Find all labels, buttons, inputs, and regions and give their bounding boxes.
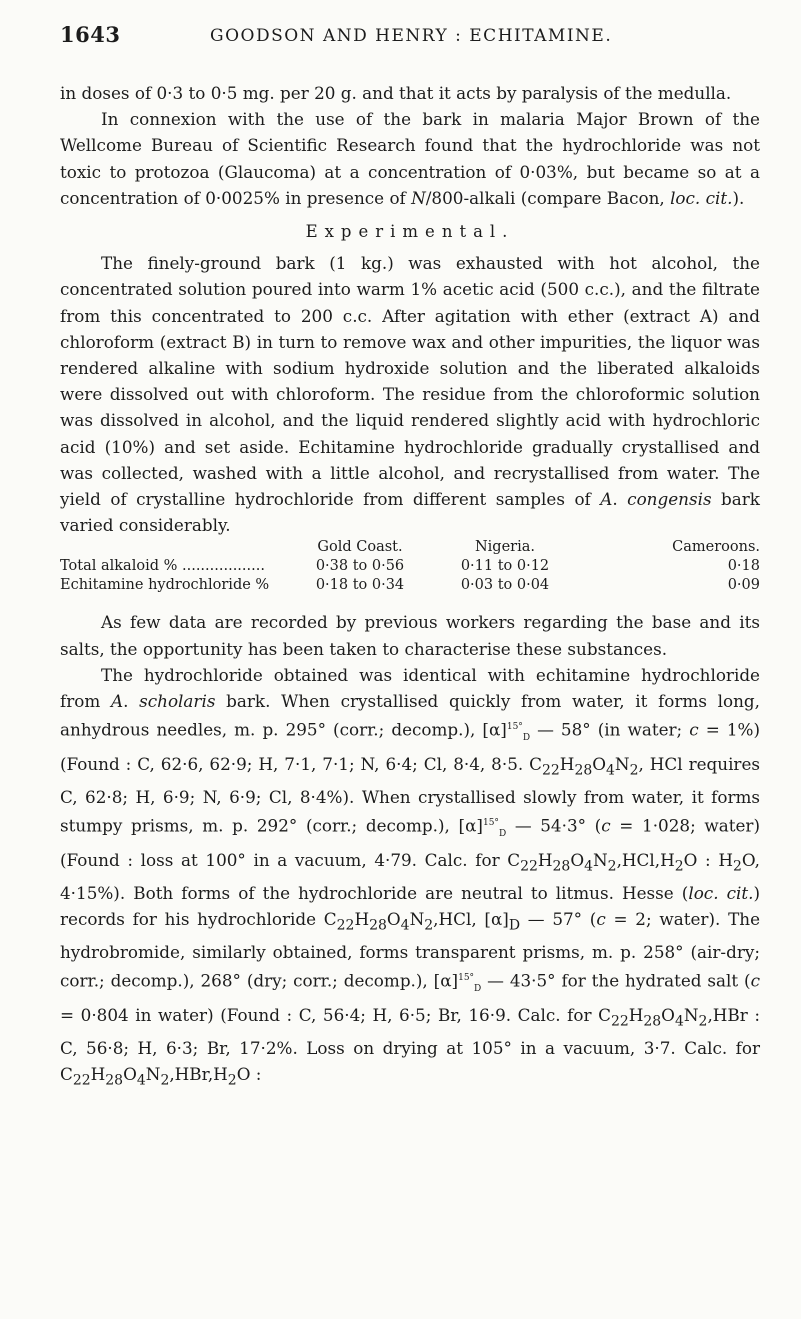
paragraph-1: in doses of 0·3 to 0·5 mg. per 20 g. and that it acts by paralysis of the medulla.	[60, 83, 732, 103]
table-cell: 0·03 to 0·04	[460, 577, 550, 594]
page-number: 1643	[60, 22, 121, 47]
article-body	[60, 80, 760, 1093]
paragraph-5: The hydrochloride obtained was identical with echitamine hydrochloride from A. scholaris bark. When crystallised quickly from water, it forms long, anhydrous needles, m. p. 295° (corr.; decomp.), $[\alpha]^{15^\circ}_D$ — 58° (in water; c = 1%) (Found : C, 62·6, 62·9; H, 7·1, 7·1; N, 6·4; Cl, 8·4, 8·5. $C_{22}H_{28}O_4N_2$, HCl requires C, 62·8; H, 6·9; N, 6·9; Cl, 8·4%). When crystallised slowly from water, it forms stumpy prisms, m. p. 292° (corr.; decomp.), $[\alpha]^{15^\circ}_D$ — 54·3° (c = 1·028; water) (Found : loss at 100° in a vacuum, 4·79. Calc. for $C_{22}H_{28}O_4N_2,HCl,H_2O$ : $H_2O$, 4·15%). Both forms of the hydrochloride are neutral to litmus. Hesse (loc. cit.) records for his hydrochloride $C_{22}H_{28}O_4N_2,HCl$, $[\alpha]_D$ — 57° (c = 2; water). The hydrobromide, similarly obtained, forms transparent prisms, m. p. 258° (air-dry; corr.; decomp.), 268° (dry; corr.; decomp.), $[\alpha]^{15^\circ}_D$ — 43·5° for the hydrated salt (c = 0·804 in water) (Found : C, 56·4; H, 6·5; Br, 16·9. Calc. for $C_{22}H_{28}O_4N_2,HBr$ : C, 56·8; H, 6·3; Br, 17·2%. Loss on drying at 105° in a vacuum, 3·7. Calc. for $C_{22}H_{28}O_4N_2,HBr,H_2O$ :	[60, 664, 761, 1089]
running-head: GOODSON AND HENRY : ECHITAMINE.	[210, 26, 613, 46]
table-cell: 0·11 to 0·12	[460, 558, 550, 575]
section-heading: Experimental.	[305, 222, 515, 242]
paragraph-4: As few data are recorded by previous workers regarding the base and its salts, the opportunity has been taken to characterise these substances.	[60, 612, 760, 659]
table-row	[60, 557, 760, 576]
yield-table	[60, 538, 760, 595]
paragraph-2: In connexion with the use of the bark in malaria Major Brown of the Wellcome Bureau of Scientific Research found that the hydrochloride was not toxic to protozoa (Glaucoma) at a concentration of 0·03%, but became so at a concentration of 0·0025% in presence of N/800-alkali (compare Bacon, loc. cit.).	[60, 109, 760, 208]
table-cell: 0·18	[727, 558, 760, 575]
table-header: Cameroons.	[672, 539, 760, 556]
table-cell: 0·38 to 0·56	[315, 558, 405, 575]
page	[60, 20, 760, 1093]
table-header: Nigeria.	[474, 539, 535, 556]
table-header	[60, 538, 290, 557]
page-header	[60, 20, 760, 56]
table-header-row	[60, 538, 760, 557]
table-cell: 0·18 to 0·34	[315, 577, 405, 594]
table-cell: Echitamine hydrochloride %	[60, 577, 270, 594]
paragraph-3: The finely-ground bark (1 kg.) was exhausted with hot alcohol, the concentrated solution poured into warm 1% acetic acid (500 c.c.), and the filtrate from this concentrated to 200 c.c. After agitation with ether (extract A) and chloroform (extract B) in turn to remove wax and other impurities, the liquor was rendered alkaline with sodium hydroxide solution and the liberated alkaloids were dissolved out with chloroform. The residue from the chloroformic solution was dissolved in alcohol, and the liquid rendered slightly acid with hydrochloric acid (10%) and set aside. Echitamine hydrochloride gradually crystallised and was collected, washed with a little alcohol, and recrystallised from water. The yield of crystalline hydrochloride from different samples of A. congensis bark varied considerably.	[60, 253, 760, 536]
table-cell: 0·09	[727, 577, 760, 594]
table-row	[60, 576, 760, 595]
table-header: Gold Coast.	[317, 539, 403, 556]
table-cell: Total alkaloid % ..................	[60, 558, 265, 575]
